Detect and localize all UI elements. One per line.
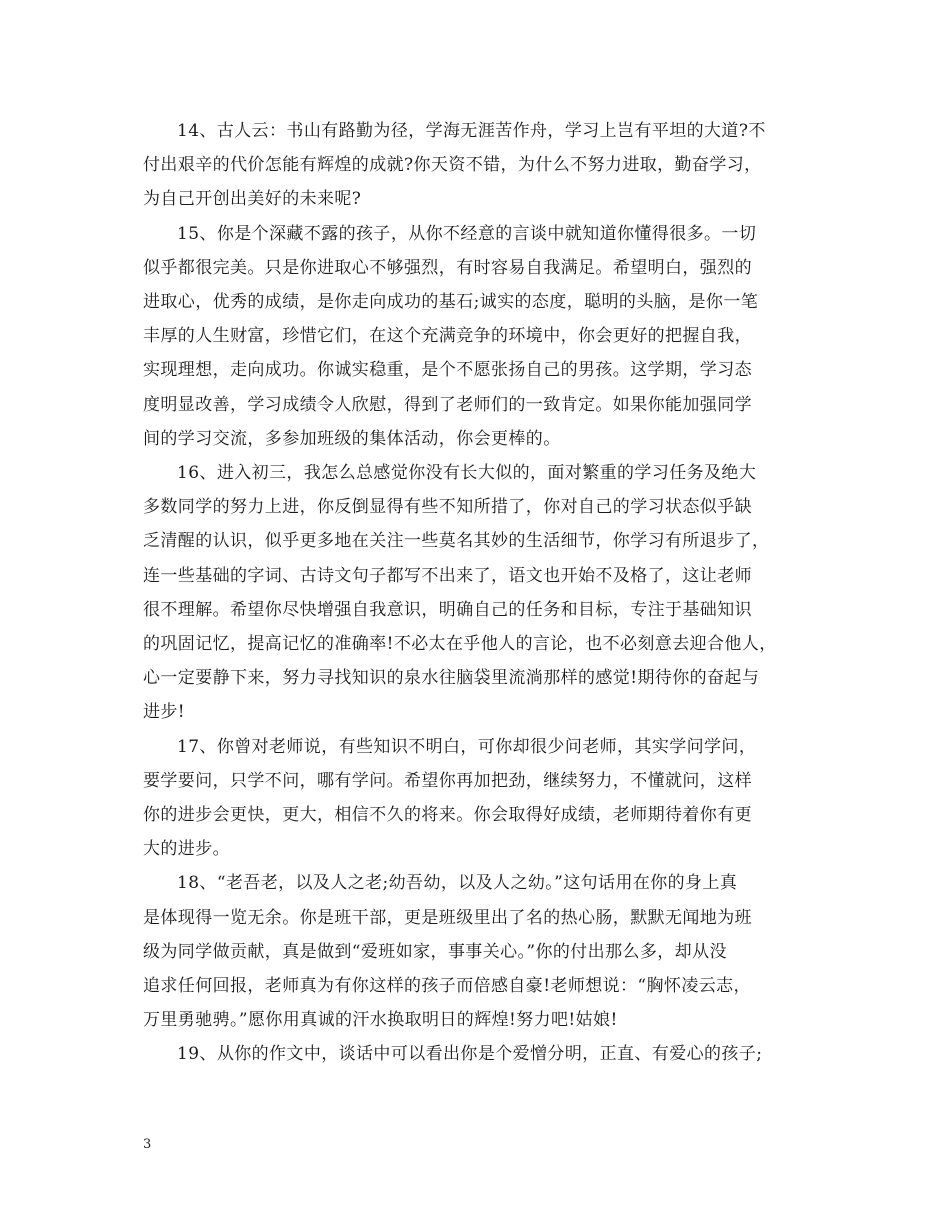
text-line: 进取心，优秀的成绩，是你走向成功的基石;诚实的态度，聪明的头脑，是你一笔	[143, 292, 759, 313]
text-line: 实现理想，走向成功。你诚实稳重，是个不愿张扬自己的男孩。这学期，学习态	[143, 360, 752, 381]
paragraph-15	[143, 217, 813, 456]
text-line: 15、你是个深藏不露的孩子，从你不经意的言谈中就知道你懂得很多。一切	[177, 223, 757, 244]
paragraph-18	[143, 866, 813, 1037]
text-line: 付出艰辛的代价怎能有辉煌的成就?你天资不错，为什么不努力进取，勤奋学习，	[143, 155, 762, 176]
paragraph-19	[143, 1037, 813, 1071]
text-line: 万里勇驰骋。”愿你用真诚的汗水换取明日的辉煌!努力吧!姑娘!	[143, 1010, 618, 1031]
text-line: 度明显改善，学习成绩令人欣慰，得到了老师们的一致肯定。如果你能加强同学	[143, 394, 752, 415]
text-line: 进步!	[143, 702, 186, 723]
text-line: 19、从你的作文中，谈话中可以看出你是个爱憎分明，正直、有爱心的孩子;	[177, 1044, 763, 1065]
paragraph-16	[143, 456, 813, 730]
text-line: 要学要问，只学不问，哪有学问。希望你再加把劲，继续努力，不懂就问，这样	[143, 770, 752, 791]
text-line: 18、“老吾老，以及人之老;幼吾幼，以及人之幼。”这句话用在你的身上真	[177, 873, 738, 894]
text-line: 多数同学的努力上进，你反倒显得有些不知所措了，你对自己的学习状态似乎缺	[143, 497, 752, 518]
text-line: 14、古人云：书山有路勤为径，学海无涯苦作舟，学习上岂有平坦的大道?不	[177, 121, 766, 141]
text-line: 间的学习交流，多参加班级的集体活动，你会更棒的。	[143, 428, 561, 449]
text-line: 丰厚的人生财富，珍惜它们，在这个充满竞争的环境中，你会更好的把握自我，	[143, 326, 752, 347]
text-line: 是体现得一览无余。你是班干部，更是班级里出了名的热心肠，默默无闻地为班	[143, 907, 752, 928]
paragraph-17	[143, 730, 813, 867]
text-line: 你的进步会更快，更大，相信不久的将来。你会取得好成绩，老师期待着你有更	[143, 805, 752, 826]
text-line: 很不理解。希望你尽快增强自我意识，明确自己的任务和目标，专注于基础知识	[143, 599, 752, 620]
paragraph-14	[143, 114, 813, 217]
text-line: 为自己开创出美好的未来呢?	[143, 189, 362, 210]
text-line: 的巩固记忆，提高记忆的准确率!不必太在乎他人的言论，也不必刻意去迎合他人，	[143, 634, 777, 655]
text-line: 级为同学做贡献，真是做到“爱班如家，事事关心。”你的付出那么多，却从没	[143, 941, 727, 962]
text-line: 似乎都很完美。只是你进取心不够强烈，有时容易自我满足。希望明白，强烈的	[143, 257, 752, 278]
text-line: 16、进入初三，我怎么总感觉你没有长大似的，面对繁重的学习任务及绝大	[177, 463, 757, 484]
document-body	[143, 114, 813, 1072]
text-line: 心一定要静下来，努力寻找知识的泉水往脑袋里流淌那样的感觉!期待你的奋起与	[143, 668, 760, 689]
text-line: 乏清醒的认识，似乎更多地在关注一些莫名其妙的生活细节，你学习有所退步了，	[143, 531, 770, 552]
text-line: 连一些基础的字词、古诗文句子都写不出来了，语文也开始不及格了，这让老师	[143, 565, 752, 586]
page-number: 3	[143, 1137, 152, 1152]
text-line: 大的进步。	[143, 839, 230, 860]
text-line: 追求任何回报，老师真为有你这样的孩子而倍感自豪!老师想说：“胸怀凌云志，	[143, 976, 751, 997]
text-line: 17、你曾对老师说，有些知识不明白，可你却很少问老师，其实学问学问，	[177, 736, 757, 757]
